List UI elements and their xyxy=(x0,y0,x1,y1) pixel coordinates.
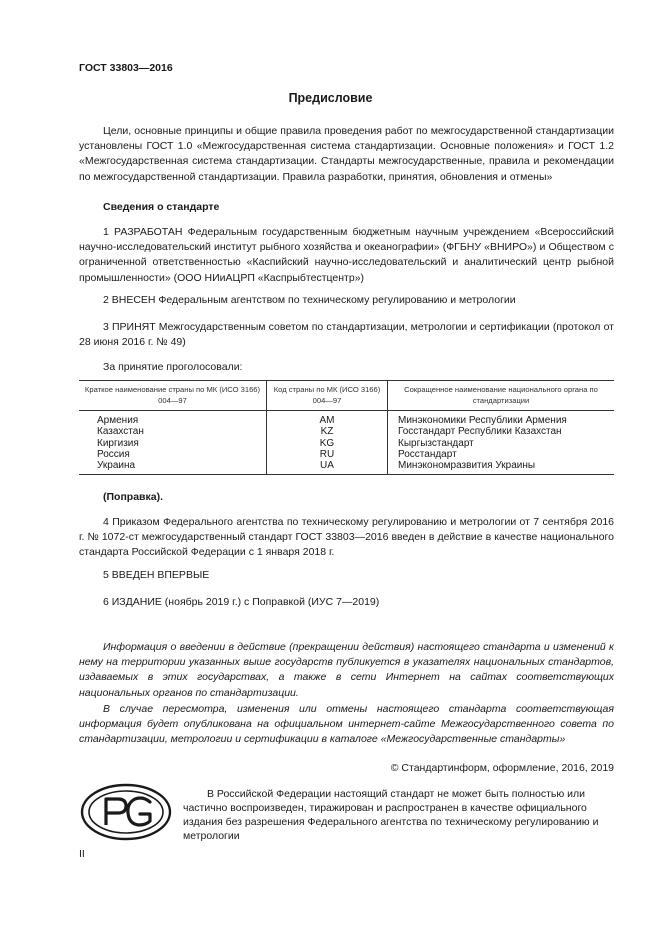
item-5-paragraph: 5 ВВЕДЕН ВПЕРВЫЕ xyxy=(103,569,210,581)
code-cell: KG xyxy=(267,438,388,449)
standard-code: ГОСТ 33803—2016 xyxy=(79,62,173,74)
table-row xyxy=(79,449,614,460)
code-cell: AM xyxy=(267,411,388,427)
country-cell: Казахстан xyxy=(97,426,144,438)
country-cell: Киргизия xyxy=(97,437,139,449)
item-4-paragraph: 4 Приказом Федерального агентства по техническому регулированию и метрологии от 7 сентября 2016 г. № 1072-ст межгосударственный стандарт ГОСТ 33803—2016 введен в действие в качестве национального стандарта Российской Федерации с 1 января 2018 г. xyxy=(79,516,614,559)
body-cell: Минэкономики Республики Армения xyxy=(388,411,615,427)
code-cell: RU xyxy=(267,449,388,460)
info-heading: Сведения о стандарте xyxy=(103,201,220,213)
table-header-country: Краткое наименование страны по МК (ИСО 3166) 004—97 xyxy=(79,381,267,411)
item-3-paragraph: 3 ПРИНЯТ Межгосударственным советом по стандартизации, метрологии и сертификации (протокол от 28 июня 2016 г. № 49) xyxy=(79,321,614,349)
info-italic-paragraph-1: Информация о введении в действие (прекращении действия) настоящего стандарта и изменений к нему на территории указанных выше государств публикуется в указателях национальных стандартов, издаваемых в этих государствах, а также в сети Интернет на сайтах соответствующих национальных органов по стандартизации. xyxy=(79,641,614,699)
body-cell: Госстандарт Республики Казахстан xyxy=(388,426,615,437)
amendment-note: (Поправка). xyxy=(103,491,164,503)
code-cell: UA xyxy=(267,460,388,475)
item-6-paragraph: 6 ИЗДАНИЕ (ноябрь 2019 г.) с Поправкой (ИУС 7—2019) xyxy=(103,596,380,608)
country-cell: Украина xyxy=(79,460,267,475)
table-header-code: Код страны по МК (ИСО 3166) 004—97 xyxy=(267,381,388,411)
table-header-body: Сокращенное наименование национального органа по стандартизации xyxy=(388,381,615,411)
body-cell: Кыргызстандарт xyxy=(388,438,615,449)
code-cell: KZ xyxy=(267,426,388,437)
page-number: II xyxy=(79,848,85,860)
copyright-notice: В Российской Федерации настоящий стандарт не может быть полностью или частично воспроизведен, тиражирован и распространен в качестве официального издания без разрешения Федерального агентства по техническому регулированию и метрологии xyxy=(183,788,599,842)
voted-label: За принятие проголосовали: xyxy=(103,361,243,373)
voting-table xyxy=(79,380,614,475)
table-row xyxy=(79,460,614,475)
table-row xyxy=(79,426,614,437)
country-cell: Россия xyxy=(97,448,130,460)
item-2-paragraph: 2 ВНЕСЕН Федеральным агентством по техническому регулированию и метрологии xyxy=(103,294,516,306)
table-row xyxy=(79,438,614,449)
rst-logo-icon xyxy=(80,783,172,841)
copyright-line: © Стандартинформ, оформление, 2016, 2019 xyxy=(390,762,614,774)
body-cell: Росстандарт xyxy=(388,449,615,460)
intro-paragraph: Цели, основные принципы и общие правила проведения работ по межгосударственной стандартизации установлены ГОСТ 1.0 «Межгосударственная система стандартизации. Основные положения» и ГОСТ 1.2 «Межгосударственная система стандартизации. Стандарты межгосударственные, правила и рекомендации по межгосударственной стандартизации. Правила разработки, принятия, обновления и отмены» xyxy=(79,125,614,183)
body-cell: Минэкономразвития Украины xyxy=(388,460,615,475)
table-row xyxy=(79,411,614,427)
page-title: Предисловие xyxy=(288,91,373,105)
country-cell: Армения xyxy=(97,415,139,426)
item-1-paragraph: 1 РАЗРАБОТАН Федеральным государственным бюджетным научным учреждением «Всероссийский научно-исследовательский институт рыбного хозяйства и океанографии» (ФГБНУ «ВНИРО») и Обществом с ограниченной ответственностью «Каспийский научно-исследовательский и аналитический центр рыбной промышленности» (ООО НИиАЦРП «Каспрыбтестцентр») xyxy=(79,226,614,284)
info-italic-paragraph-2: В случае пересмотра, изменения или отмены настоящего стандарта соответствующая информация будет опубликована на официальном интернет-сайте Межгосударственного совета по стандартизации, метрологии и сертификации в каталоге «Межгосударственные стандарты» xyxy=(79,703,614,746)
